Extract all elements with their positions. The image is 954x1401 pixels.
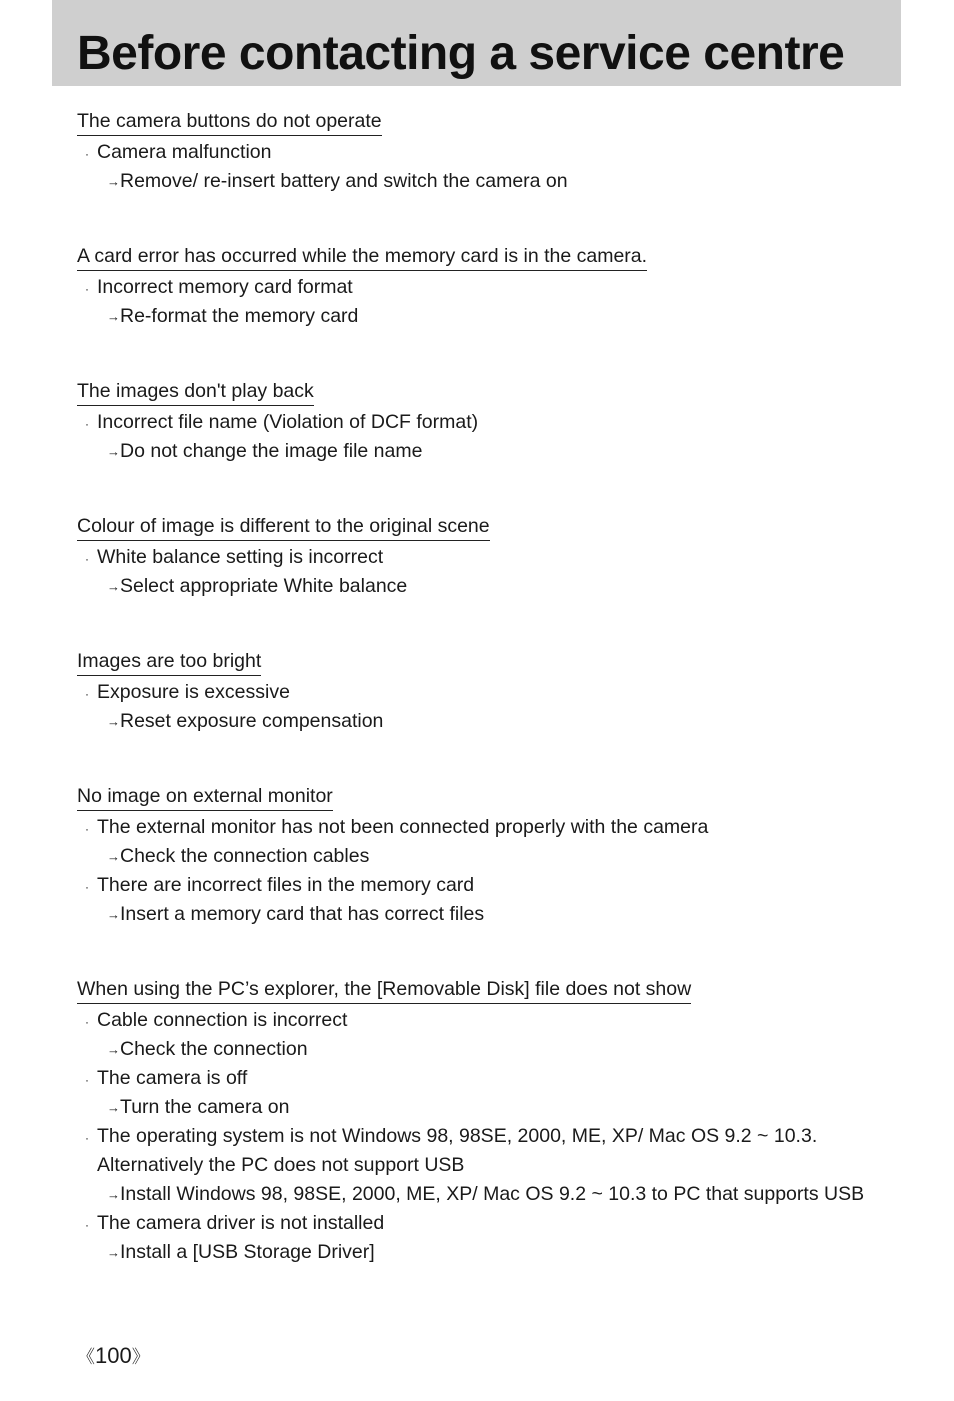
troubleshooting-section	[77, 648, 877, 736]
cause-line: There are incorrect files in the memory card	[97, 874, 475, 896]
cause-line: The external monitor has not been connected properly with the camera	[97, 816, 709, 838]
page-bracket-left: 《	[77, 1347, 95, 1367]
remedy-label: Reset exposure compensation	[120, 710, 384, 732]
cause-text	[77, 1064, 877, 1093]
troubleshooting-item	[77, 273, 877, 331]
remedy-label: Re-format the memory card	[120, 305, 359, 327]
cause-text	[77, 678, 877, 707]
section-heading: The images don't play back	[77, 378, 314, 406]
cause-text	[77, 1122, 877, 1180]
section-heading: Images are too bright	[77, 648, 261, 676]
arrow-icon: →	[107, 714, 120, 729]
troubleshooting-item	[77, 1006, 877, 1064]
troubleshooting-section	[77, 243, 877, 331]
troubleshooting-section	[77, 783, 877, 929]
section-heading: A card error has occurred while the memory card is in the camera.	[77, 243, 647, 271]
remedy-label: Do not change the image file name	[120, 440, 423, 462]
bullet-dot: ·	[85, 822, 89, 836]
section-heading: Colour of image is different to the original scene	[77, 513, 490, 541]
page-bracket-right: 》	[131, 1347, 150, 1367]
troubleshooting-item	[77, 871, 877, 929]
troubleshooting-item	[77, 813, 877, 871]
arrow-icon: →	[107, 579, 120, 594]
arrow-icon: →	[107, 309, 120, 324]
remedy-label: Select appropriate White balance	[120, 575, 408, 597]
bullet-dot: ·	[85, 687, 89, 701]
cause-text	[77, 871, 877, 900]
cause-line: Cable connection is incorrect	[97, 1009, 348, 1031]
remedy-label: Install a [USB Storage Driver]	[120, 1241, 375, 1263]
troubleshooting-item	[77, 1064, 877, 1122]
cause-text	[77, 1006, 877, 1035]
remedy-label: Install Windows 98, 98SE, 2000, ME, XP/ Mac OS 9.2 ~ 10.3 to PC that supports USB	[120, 1183, 865, 1205]
bullet-dot: ·	[85, 1131, 89, 1145]
cause-text	[77, 1209, 877, 1238]
cause-line: Camera malfunction	[97, 141, 272, 163]
section-items	[77, 813, 877, 929]
page-number-value: 100	[95, 1343, 132, 1368]
remedy-text	[77, 707, 877, 736]
troubleshooting-item	[77, 678, 877, 736]
section-items	[77, 273, 877, 331]
troubleshooting-section	[77, 108, 877, 196]
section-items	[77, 678, 877, 736]
remedy-label: Remove/ re-insert battery and switch the camera on	[120, 170, 568, 192]
cause-line: The operating system is not Windows 98, 98SE, 2000, ME, XP/ Mac OS 9.2 ~ 10.3.	[97, 1125, 818, 1147]
remedy-text	[77, 302, 877, 331]
remedy-text	[77, 437, 877, 466]
cause-line: Incorrect file name (Violation of DCF format)	[97, 411, 479, 433]
cause-line: The camera driver is not installed	[97, 1212, 385, 1234]
remedy-label: Insert a memory card that has correct files	[120, 903, 485, 925]
section-items	[77, 1006, 877, 1267]
remedy-text	[77, 1093, 877, 1122]
bullet-dot: ·	[85, 282, 89, 296]
troubleshooting-item	[77, 1122, 877, 1209]
arrow-icon: →	[107, 1187, 120, 1202]
bullet-dot: ·	[85, 147, 89, 161]
cause-text	[77, 543, 877, 572]
bullet-dot: ·	[85, 1218, 89, 1232]
remedy-text	[77, 842, 877, 871]
cause-text	[77, 273, 877, 302]
bullet-dot: ·	[85, 552, 89, 566]
troubleshooting-item	[77, 138, 877, 196]
cause-text	[77, 408, 877, 437]
page-number	[77, 1341, 150, 1372]
troubleshooting-list	[77, 108, 877, 1314]
remedy-text	[77, 1180, 877, 1209]
troubleshooting-section	[77, 513, 877, 601]
troubleshooting-item	[77, 408, 877, 466]
section-heading: The camera buttons do not operate	[77, 108, 382, 136]
arrow-icon: →	[107, 1245, 120, 1260]
cause-text	[77, 813, 877, 842]
cause-line: Exposure is excessive	[97, 681, 290, 703]
arrow-icon: →	[107, 849, 120, 864]
remedy-text	[77, 1035, 877, 1064]
cause-line: Incorrect memory card format	[97, 276, 353, 298]
arrow-icon: →	[107, 1042, 120, 1057]
arrow-icon: →	[107, 444, 120, 459]
bullet-dot: ·	[85, 1073, 89, 1087]
troubleshooting-section	[77, 976, 877, 1267]
remedy-text	[77, 900, 877, 929]
arrow-icon: →	[107, 174, 120, 189]
remedy-text	[77, 1238, 877, 1267]
section-items	[77, 543, 877, 601]
remedy-label: Turn the camera on	[120, 1096, 290, 1118]
arrow-icon: →	[107, 1100, 120, 1115]
section-heading: No image on external monitor	[77, 783, 333, 811]
remedy-label: Check the connection cables	[120, 845, 370, 867]
troubleshooting-item	[77, 543, 877, 601]
remedy-label: Check the connection	[120, 1038, 308, 1060]
bullet-dot: ·	[85, 880, 89, 894]
cause-text	[77, 138, 877, 167]
section-heading: When using the PC’s explorer, the [Removable Disk] file does not show	[77, 976, 691, 1004]
bullet-dot: ·	[85, 417, 89, 431]
remedy-text	[77, 167, 877, 196]
arrow-icon: →	[107, 907, 120, 922]
bullet-dot: ·	[85, 1015, 89, 1029]
section-items	[77, 408, 877, 466]
cause-continuation: Alternatively the PC does not support USB	[97, 1154, 465, 1176]
page-title: Before contacting a service centre	[77, 27, 845, 80]
cause-line: The camera is off	[97, 1067, 248, 1089]
remedy-text	[77, 572, 877, 601]
troubleshooting-item	[77, 1209, 877, 1267]
section-items	[77, 138, 877, 196]
cause-line: White balance setting is incorrect	[97, 546, 384, 568]
troubleshooting-section	[77, 378, 877, 466]
